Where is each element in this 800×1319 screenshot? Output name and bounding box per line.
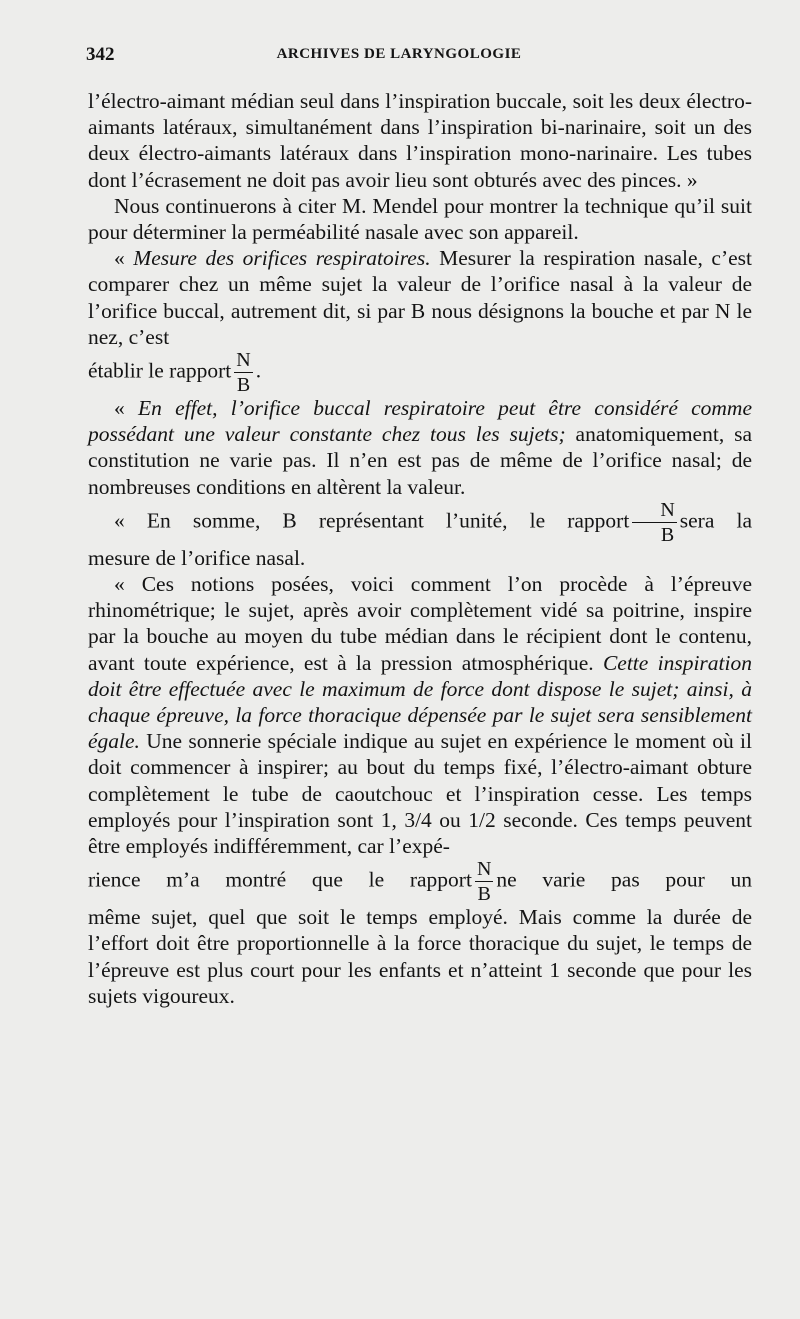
paragraph-3-text: Mesurer la respiration nasale, c’est comparer chez un même sujet la valeur de l’orifice nasal à la valeur de l’orifice buccal, autrement dit, si par B nous désignons la bouche et par N le nez, c’est — [88, 246, 753, 349]
paragraph-6-text-b: Une sonnerie spéciale indique au sujet en expérience le moment où il doit commencer à inspirer; au bout du temps fixé, l’électro-aimant obture complètement le tube de caoutchouc et l’inspiration cesse. Les temps employés pour l’inspiration sont 1, 3/4 ou 1/2 seconde. Ces temps peuvent être employés indifféremment, car l’expé- — [88, 729, 752, 859]
paragraph-6-c-mid: ne varie pas pour un — [496, 867, 752, 892]
paragraph-5-end: mesure de l’orifice nasal. — [88, 545, 306, 570]
paragraph-3-end-punct: . — [255, 358, 262, 383]
fraction-n-over-b — [475, 859, 493, 904]
page-header — [86, 44, 752, 74]
paragraph-6-italic: Cette inspiration doit être effectuée avec le maximum de force dont dispose le sujet; ainsi, à chaque épreuve, la force thoracique dépensée par le sujet sera sensiblement égale. — [88, 650, 752, 754]
paragraph-6-text-a: « Ces notions posées, voici comment l’on procède à l’épreuve rhinométrique; le sujet, après avoir complètement vidé sa poitrine, inspire par la bouche au moyen du tube médian dans le récipient dont le contenu, avant toute expérience, est à la pression atmosphérique. — [88, 572, 752, 675]
quote-mark: « — [114, 246, 134, 271]
paragraph-4 — [88, 395, 752, 500]
paragraph-6 — [88, 571, 752, 859]
paragraph-6-fraction-line — [88, 859, 752, 904]
paragraph-5 — [88, 500, 752, 545]
paragraph-5-mid: sera la — [679, 508, 752, 533]
paragraph-6-end: même sujet, quel que soit le temps employé. Mais comme la durée de l’effort doit être proportionnelle à la force thoracique du sujet, le temps de l’épreuve est plus court pour les enfants et n’atteint 1 seconde que pour les sujets vigoureux. — [88, 905, 752, 1008]
fraction-n-over-b — [234, 350, 252, 395]
quote-mark: « — [114, 396, 138, 421]
running-title: ARCHIVES DE LARYNGOLOGIE — [276, 46, 522, 62]
fraction-numerator: N — [476, 858, 492, 881]
fraction-denominator: B — [477, 883, 491, 906]
paragraph-3-end — [88, 350, 752, 395]
fraction-denominator: B — [660, 523, 675, 546]
paragraph-4-text: anatomiquement, sa constitution ne varie pas. Il n’en est pas de même de l’orifice nasal; de nombreuses conditions en altèrent la valeur. — [88, 422, 752, 499]
fraction-n-over-b — [632, 500, 676, 545]
fraction-numerator: N — [632, 500, 676, 523]
page-number: 342 — [86, 44, 115, 65]
paragraph-4-italic: En effet, l’orifice buccal respiratoire peut être considéré comme possédant une valeur constante chez tous les sujets; — [88, 396, 753, 447]
paragraph-6-c-start: rience m’a montré que le rapport — [88, 867, 472, 892]
paragraph-5-start: « En somme, B représentant l’unité, le rapport — [114, 508, 630, 533]
fraction-denominator: B — [236, 374, 251, 397]
fraction-numerator: N — [236, 349, 251, 372]
body-text — [88, 88, 752, 1009]
paragraph-2: Nous continuerons à citer M. Mendel pour montrer la technique qu’il suit pour déterminer la perméabilité nasale avec son appareil. — [88, 193, 752, 245]
section-title-italic: Mesure des orifices respiratoires. — [133, 246, 431, 271]
paragraph-3 — [88, 245, 752, 350]
paragraph-1: l’électro-aimant médian seul dans l’inspiration buccale, soit les deux électro-aimants latéraux, simultanément dans l’inspiration bi-narinaire, soit un des deux électro-aimants latéraux dans l’inspiration mono-narinaire. Les tubes dont l’écrasement ne doit pas avoir lieu sont obturés avec des pinces. » — [88, 89, 752, 192]
paragraph-3-end-text: établir le rapport — [88, 358, 232, 383]
